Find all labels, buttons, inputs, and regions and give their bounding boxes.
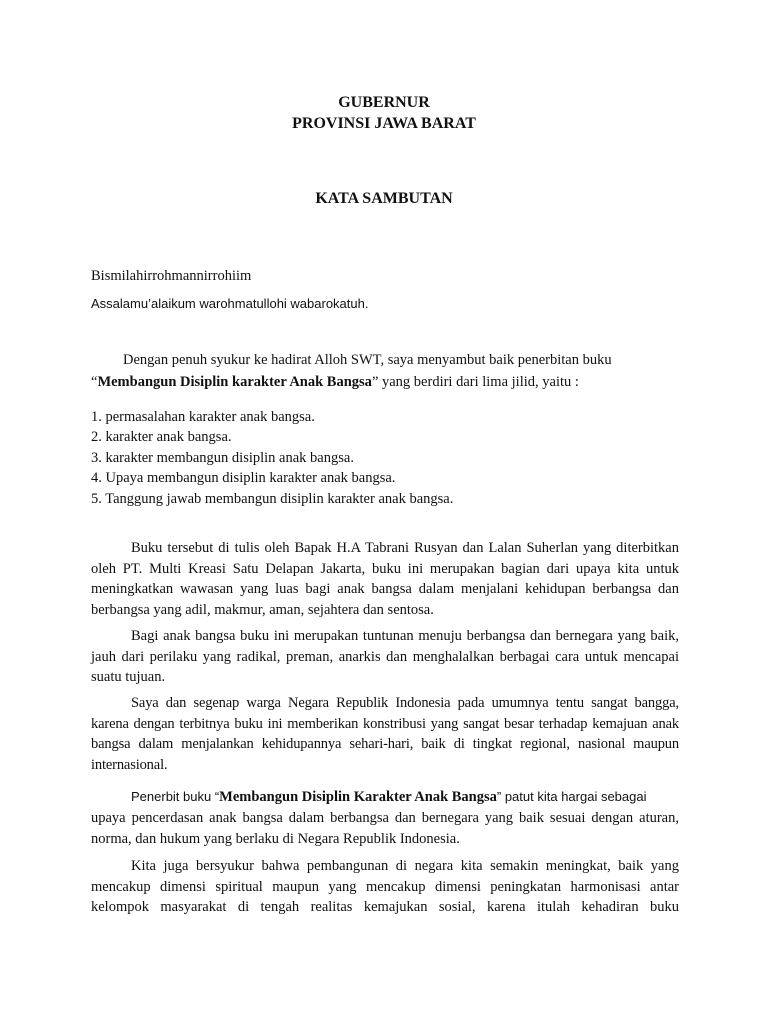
book-title: Membangun Disiplin karakter Anak Bangsa: [97, 374, 372, 390]
paragraph-4-rest: upaya pencerdasan anak bangsa dalam berbangsa dan bernegara yang baik sesuai dengan aturan, norma, dan hukum yang berlaku di Negara Republik Indonesia.: [91, 810, 679, 847]
intro-line-1: Dengan penuh syukur ke hadirat Alloh SWT, saya menyambut baik penerbitan buku: [123, 352, 612, 368]
paragraph-3: Saya dan segenap warga Negara Republik Indonesia pada umumnya tentu sangat bangga, karena dengan terbitnya buku ini memberikan konstribusi yang sangat besar terhadap kemajuan anak bangsa dalam menjalankan kehidupannya sehari-hari, baik di tingkat regional, nasional maupun internasional.: [91, 695, 679, 773]
publisher-lead: Penerbit buku “: [131, 789, 220, 804]
volume-item-4: 4. Upaya membangun disiplin karakter anak bangsa.: [91, 470, 396, 486]
salam-greeting: Assalamu’alaikum warohmatullohi wabarokatuh.: [91, 296, 369, 311]
volume-item-2: 2. karakter anak bangsa.: [91, 429, 232, 445]
volume-item-1: 1. permasalahan karakter anak bangsa.: [91, 409, 315, 425]
quote-open: “: [91, 374, 98, 390]
opening-greeting: Bismilahirrohmannirrohiim: [91, 268, 252, 284]
header-subtitle: PROVINSI JAWA BARAT: [292, 115, 476, 132]
paragraph-5: Kita juga bersyukur bahwa pembangunan di negara kita semakin meningkat, baik yang mencakup dimensi spiritual maupun yang mencakup dimensi peningkatan harmonisasi antar kelompok masyarakat di tengah realitas kemajukan sosial, karena itulah kehadiran buku: [91, 858, 679, 915]
paragraph-2: Bagi anak bangsa buku ini merupakan tuntunan menuju berbangsa dan bernegara yang baik, jauh dari perilaku yang radikal, preman, anarkis dan menghalalkan berbagai cara untuk mencapai suatu tujuan.: [91, 628, 679, 685]
paragraph-4-first-line: [131, 787, 647, 807]
volume-item-5: 5. Tanggung jawab membangun disiplin karakter anak bangsa.: [91, 491, 454, 507]
header-title: GUBERNUR: [338, 94, 430, 111]
intro-line-2: [91, 372, 579, 392]
paragraph-4-book-title: Membangun Disiplin Karakter Anak Bangsa: [219, 789, 497, 805]
paragraph-4-after-title: ” patut kita hargai sebagai: [496, 789, 647, 804]
volume-item-3: 3. karakter membangun disiplin anak bangsa.: [91, 450, 354, 466]
section-title: KATA SAMBUTAN: [315, 190, 453, 207]
paragraph-1: Buku tersebut di tulis oleh Bapak H.A Tabrani Rusyan dan Lalan Suherlan yang diterbitkan oleh PT. Multi Kreasi Satu Delapan Jakarta, buku ini merupakan bagian dari upaya kita untuk meningkatkan wawasan yang luas bagi anak bangsa dalam menjalani kehidupan berbangsa dan berbangsa yang adil, makmur, aman, sejahtera dan sentosa.: [91, 540, 679, 618]
intro-line-2-rest: ” yang berdiri dari lima jilid, yaitu :: [371, 374, 579, 390]
